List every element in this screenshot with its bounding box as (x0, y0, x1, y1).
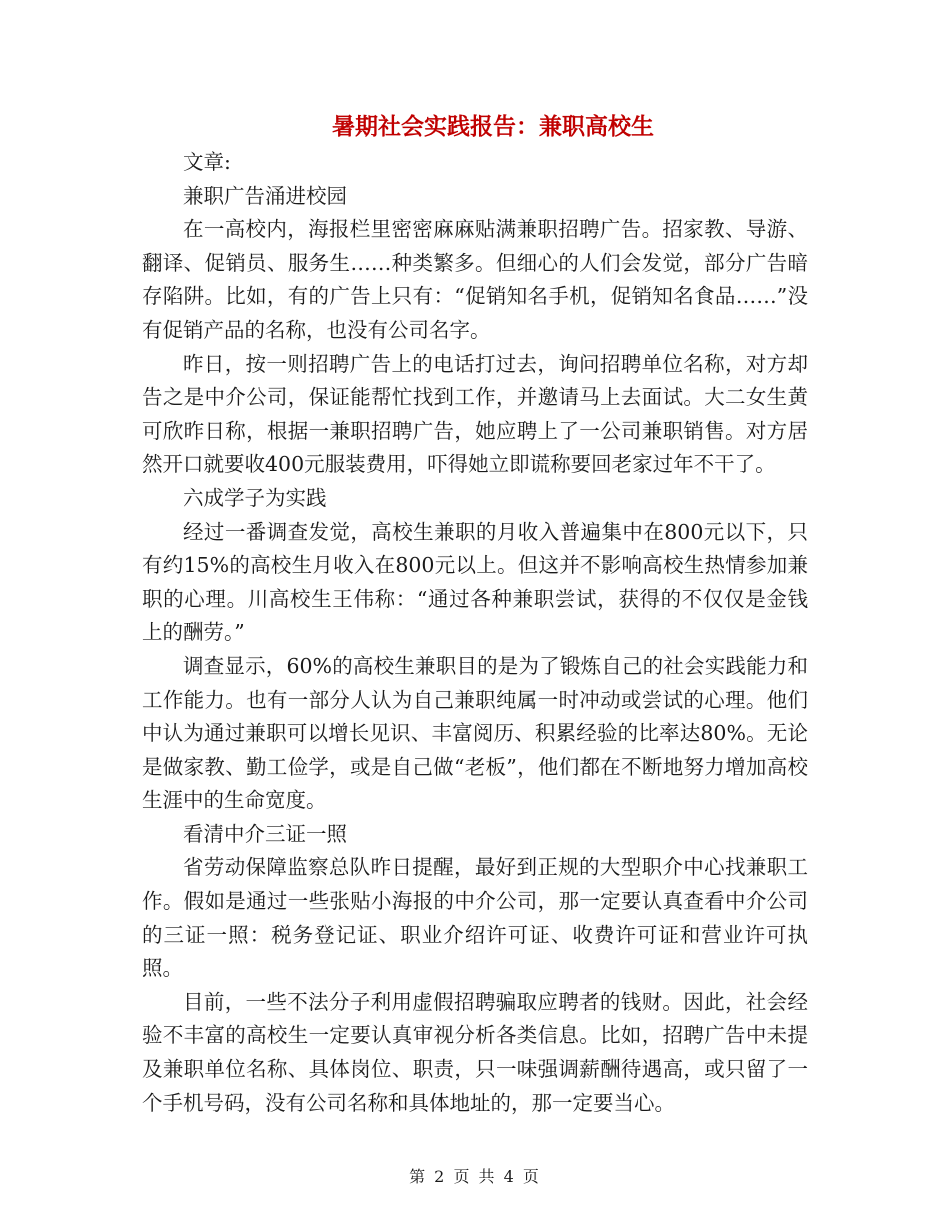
section-heading-practice: 六成学子为实践 (183, 485, 327, 510)
section-heading-ads: 兼职广告涌进校园 (183, 183, 347, 208)
paragraph: 在一高校内，海报栏里密密麻麻贴满兼职招聘广告。招家教、导游、翻译、促销员、服务生……种类繁多。但细心的人们会发觉，部分广告暗存陷阱。比如，有的广告上只有：“促销知名手机，促销知名食品……”没有促销产品的名称，也没有公司名字。 (142, 217, 808, 342)
paragraph: 省劳动保障监察总队昨日提醒，最好到正规的大型职介中心找兼职工作。假如是通过一些张贴小海报的中介公司，那一定要认真查看中介公司的三证一照：税务登记证、职业介绍许可证、收费许可证和营业许可执照。 (142, 855, 808, 981)
page-footer: 第 2 页 共 4 页 (409, 1167, 541, 1186)
section-heading-agency: 看清中介三证一照 (183, 821, 347, 846)
document-title: 暑期社会实践报告：兼职高校生 (332, 113, 654, 140)
paragraph: 经过一番调查发觉，高校生兼职的月收入普遍集中在800元以下，只有约15%的高校生月收入在800元以上。但这并不影响高校生热情参加兼职的心理。川高校生王伟称：“通过各种兼职尝试，获得的不仅仅是金钱上的酬劳。” (142, 519, 808, 645)
paragraph: 调查显示，60%的高校生兼职目的是为了锻炼自己的社会实践能力和工作能力。也有一部分人认为自己兼职纯属一时冲动或尝试的心理。他们中认为通过兼职可以增长见识、丰富阅历、积累经验的比率达80%。无论是做家教、勤工俭学，或是自己做“老板”，他们都在不断地努力增加高校生涯中的生命宽度。 (142, 653, 808, 813)
document-page (142, 108, 808, 1120)
paragraph: 目前，一些不法分子利用虚假招聘骗取应聘者的钱财。因此，社会经验不丰富的高校生一定要认真审视分析各类信息。比如，招聘广告中未提及兼职单位名称、具体岗位、职责，只一味强调薪酬待遇高，或只留了一个手机号码，没有公司名称和具体地址的，那一定要当心。 (142, 989, 808, 1115)
paragraph: 昨日，按一则招聘广告上的电话打过去，询问招聘单位名称，对方却告之是中介公司，保证能帮忙找到工作，并邀请马上去面试。大二女生黄可欣昨日称，根据一兼职招聘广告，她应聘上了一公司兼职销售。对方居然开口就要收400元服装费用，吓得她立即谎称要回老家过年不干了。 (142, 351, 808, 477)
paragraph-article-label: 文章: (183, 150, 231, 174)
